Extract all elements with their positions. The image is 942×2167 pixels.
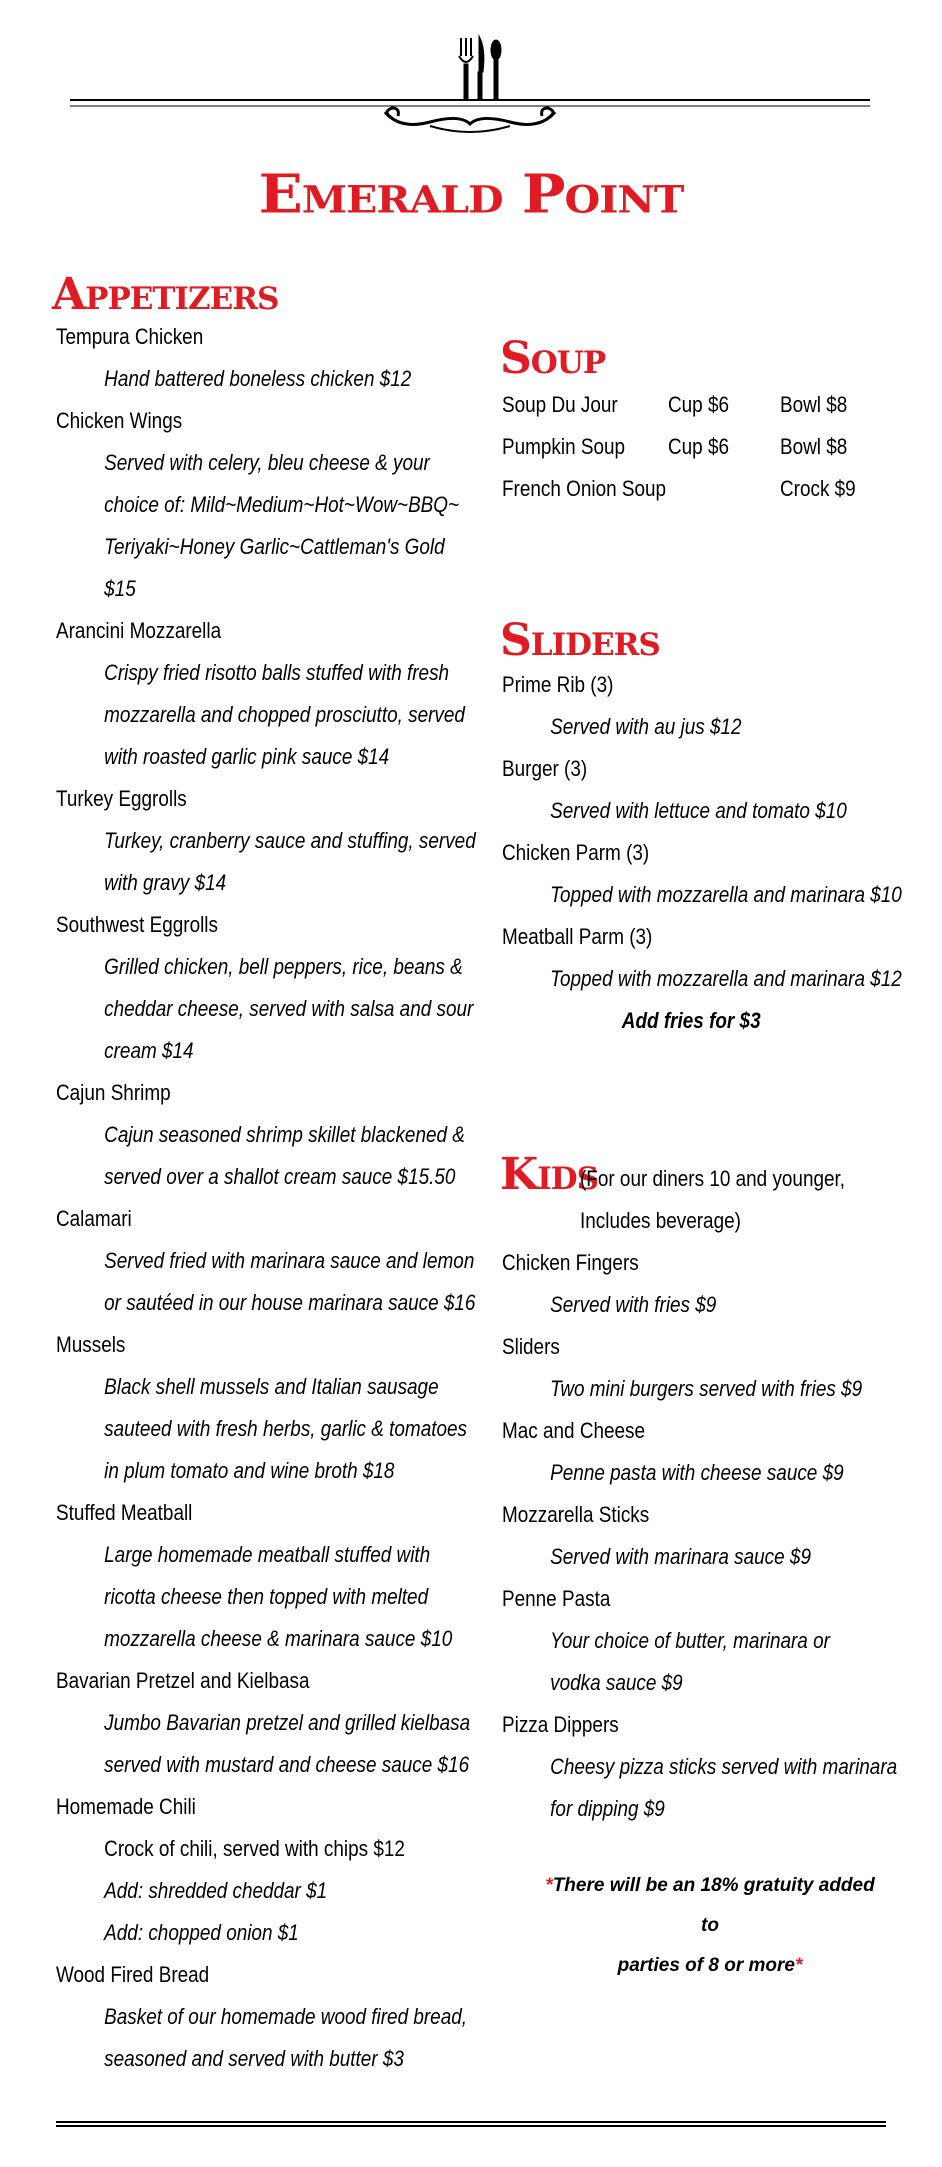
menu-item-description: Hand battered boneless chicken $12 [104,366,412,391]
menu-item-description: Served with marinara sauce $9 [550,1544,811,1569]
menu-item-description: Crispy fried risotto balls stuffed with fresh mozzarella and chopped prosciutto, served with roasted garlic pink sauce $14 [104,660,465,769]
fork-knife-spoon-ornament-icon [70,28,870,138]
soup-heading: Soup [500,333,606,384]
soup-cup-price: Cup $6 [668,392,730,417]
menu-item-description: Served with lettuce and tomato $10 [550,798,847,823]
menu-item-name: Mac and Cheese [502,1418,646,1443]
menu-item-name: Prime Rib (3) [502,672,614,697]
asterisk: * [794,1955,803,1976]
gratuity-line-1: There will be an 18% gratuity added to [552,1875,875,1936]
menu-item-name: Bavarian Pretzel and Kielbasa [56,1668,310,1693]
menu-item-description: Served with celery, bleu cheese & your choice of: Mild~Medium~Hot~Wow~BBQ~ Teriyaki~Honey Garlic~Cattleman's Gold $15 [104,450,460,601]
menu-item-description: Your choice of butter, marinara or vodka sauce $9 [550,1628,830,1695]
restaurant-title: Emerald Point [258,162,684,226]
kids-age-note: (For our diners 10 and younger, Includes beverage) [580,1166,846,1233]
menu-item-name: Stuffed Meatball [56,1500,193,1525]
soup-table [502,384,882,510]
soup-row [502,384,882,426]
menu-item-description: Served with fries $9 [550,1292,717,1317]
menu-item-description: Served fried with marinara sauce and lemon or sautéed in our house marinara sauce $16 [104,1248,476,1315]
bottom-divider [56,2120,886,2128]
menu-item-description: Cajun seasoned shrimp skillet blackened & served over a shallot cream sauce $15.50 [104,1122,465,1189]
menu-item-description: Turkey, cranberry sauce and stuffing, served with gravy $14 [104,828,476,895]
menu-item-description: Basket of our homemade wood fired bread, seasoned and served with butter $3 [104,2004,468,2071]
menu-item-name: Cajun Shrimp [56,1080,171,1105]
soup-bowl-price: Bowl $8 [780,392,848,417]
menu-item-description: Crock of chili, served with chips $12 [104,1836,405,1861]
soup-bowl-price: Bowl $8 [780,434,848,459]
soup-bowl-price: Crock $9 [780,476,856,501]
menu-item-description: Grilled chicken, bell peppers, rice, beans & cheddar cheese, served with salsa and sour cream $14 [104,954,474,1063]
soup-name: Soup Du Jour [502,392,618,417]
menu-item-name: Chicken Fingers [502,1250,639,1275]
sliders-heading: Sliders [500,615,660,666]
soup-name: French Onion Soup [502,476,667,501]
soup-name: Pumpkin Soup [502,434,626,459]
gratuity-line-2: parties of 8 or more [617,1955,795,1976]
menu-item-description: Topped with mozzarella and marinara $10 [550,882,902,907]
menu-item-name: Southwest Eggrolls [56,912,218,937]
menu-item-description: Topped with mozzarella and marinara $12 [550,966,902,991]
menu-item-name: Tempura Chicken [56,324,204,349]
menu-item-name: Burger (3) [502,756,588,781]
menu-item-name: Calamari [56,1206,132,1231]
menu-item-name: Mozzarella Sticks [502,1502,650,1527]
menu-item-name: Sliders [502,1334,560,1359]
menu-item-description: Penne pasta with cheese sauce $9 [550,1460,844,1485]
gratuity-note [540,1866,880,1986]
sliders-list [502,664,922,1042]
asterisk: * [545,1875,553,1896]
soup-row [502,468,882,510]
menu-item-description: Served with au jus $12 [550,714,742,739]
appetizers-list [56,316,476,2080]
menu-item-name: Homemade Chili [56,1794,196,1819]
menu-item-name: Chicken Parm (3) [502,840,650,865]
soup-row [502,426,882,468]
menu-item-name: Turkey Eggrolls [56,786,187,811]
menu-item-description: Add: shredded cheddar $1 Add: chopped onion $1 [104,1878,328,1945]
soup-cup-price: Cup $6 [668,434,730,459]
kids-heading: Kids [500,1149,599,1200]
menu-item-name: Mussels [56,1332,126,1357]
menu-item-name: Wood Fired Bread [56,1962,210,1987]
appetizers-heading: Appetizers [52,269,279,320]
menu-item-description: Two mini burgers served with fries $9 [550,1376,863,1401]
kids-list [502,1242,922,1830]
menu-item-description: Black shell mussels and Italian sausage sauteed with fresh herbs, garlic & tomatoes in plum tomato and wine broth $18 [104,1374,467,1483]
menu-item-name: Pizza Dippers [502,1712,619,1737]
menu-item-description: Cheesy pizza sticks served with marinara for dipping $9 [550,1754,898,1821]
menu-item-name: Penne Pasta [502,1586,611,1611]
menu-item-name: Chicken Wings [56,408,183,433]
menu-item-description: Large homemade meatball stuffed with ricotta cheese then topped with melted mozzarella cheese & marinara sauce $10 [104,1542,453,1651]
menu-item-description: Jumbo Bavarian pretzel and grilled kielbasa served with mustard and cheese sauce $16 [104,1710,471,1777]
add-fries-note: Add fries for $3 [621,1008,761,1033]
menu-item-name: Arancini Mozzarella [56,618,222,643]
menu-item-name: Meatball Parm (3) [502,924,653,949]
